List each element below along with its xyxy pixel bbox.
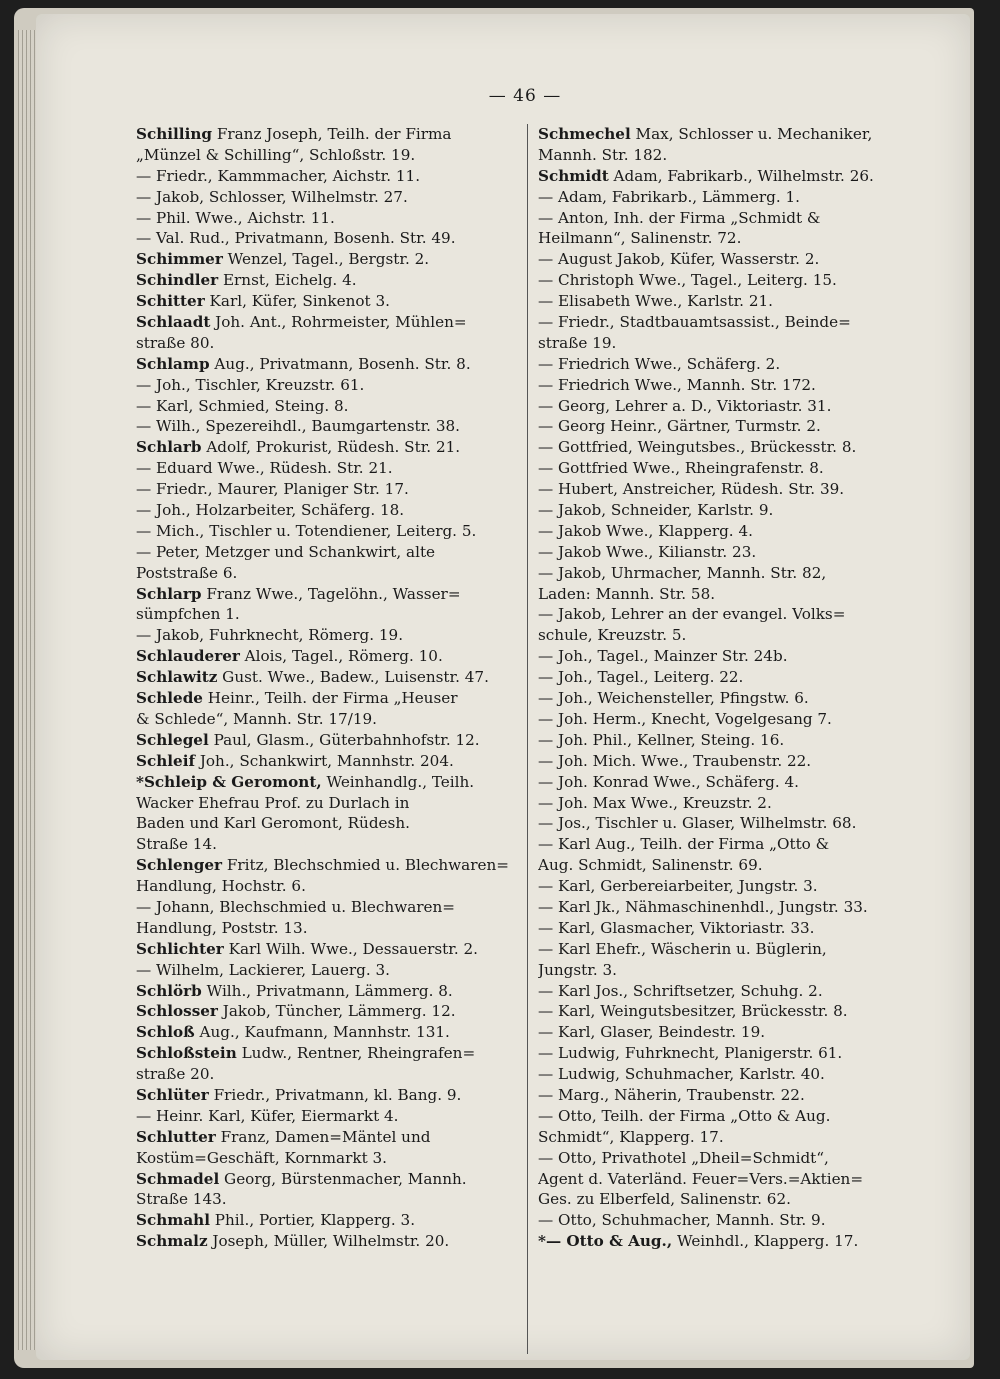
entry-text: Ernst, Eichelg. 4. (218, 271, 357, 290)
entry-text: — Otto, Schuhmacher, Mannh. Str. 9. (538, 1211, 826, 1230)
directory-line (538, 667, 922, 688)
directory-line (136, 312, 520, 333)
entry-text: Weinhdl., Klapperg. 17. (672, 1232, 859, 1251)
directory-line (136, 688, 520, 709)
entry-text: — Joh., Tagel., Leiterg. 22. (538, 668, 744, 687)
entry-text: Phil., Portier, Klapperg. 3. (209, 1211, 416, 1230)
directory-line (136, 939, 520, 960)
entry-text: — Val. Rud., Privatmann, Bosenh. Str. 49. (136, 229, 456, 248)
directory-line (136, 1189, 520, 1210)
directory-line (136, 166, 520, 187)
directory-line (136, 834, 520, 855)
entry-text: Friedr., Privatmann, kl. Bang. 9. (208, 1085, 462, 1104)
entry-text: Heilmann“, Salinenstr. 72. (538, 229, 742, 248)
directory-line (538, 416, 922, 437)
entry-text: — Georg Heinr., Gärtner, Turmstr. 2. (538, 417, 821, 436)
entry-text: Schmidt“, Klapperg. 17. (538, 1127, 724, 1146)
entry-text: schule, Kreuzstr. 5. (538, 626, 687, 645)
entry-text: — Christoph Wwe., Tagel., Leiterg. 15. (538, 271, 837, 290)
directory-line (136, 479, 520, 500)
directory-line (538, 584, 922, 605)
directory-line (538, 228, 922, 249)
directory-line (538, 604, 922, 625)
entry-text: — Jakob, Uhrmacher, Mannh. Str. 82, (538, 563, 827, 582)
directory-line (136, 228, 520, 249)
entry-text: — Karl, Schmied, Steing. 8. (136, 396, 349, 415)
entry-text: — Gottfried Wwe., Rheingrafenstr. 8. (538, 459, 824, 478)
directory-line (538, 897, 922, 918)
column-divider (527, 124, 528, 1354)
surname-heading: Schlarb (136, 438, 202, 457)
surname-heading: Schmahl (136, 1211, 210, 1230)
entry-text: — Wilhelm, Lackierer, Lauerg. 3. (136, 960, 390, 979)
surname-heading: Schimmer (136, 250, 223, 269)
entry-text: — Karl Jk., Nähmaschinenhdl., Jungstr. 33. (538, 897, 868, 916)
directory-line (136, 563, 520, 584)
page-number: — 46 — (488, 86, 562, 106)
entry-text: Adolf, Prokurist, Rüdesh. Str. 21. (201, 438, 461, 457)
entry-text: — Joh. Konrad Wwe., Schäferg. 4. (538, 772, 799, 791)
directory-line (136, 542, 520, 563)
surname-heading: Schlörb (136, 981, 202, 1000)
directory-line (136, 730, 520, 751)
directory-line (538, 1064, 922, 1085)
entry-text: — Friedrich Wwe., Schäferg. 2. (538, 354, 781, 373)
surname-heading: Schmidt (538, 166, 609, 185)
entry-text: — Ludwig, Fuhrknecht, Planigerstr. 61. (538, 1044, 843, 1063)
directory-line (538, 960, 922, 981)
directory-line (136, 897, 520, 918)
directory-line (538, 1022, 922, 1043)
entry-text: Poststraße 6. (136, 563, 238, 582)
surname-heading: Schlenger (136, 856, 223, 875)
directory-line (136, 1001, 520, 1022)
directory-line (136, 604, 520, 625)
entry-text: — Karl, Glaser, Beindestr. 19. (538, 1023, 766, 1042)
surname-heading: Schloßstein (136, 1044, 237, 1063)
directory-line (538, 709, 922, 730)
directory-line (538, 751, 922, 772)
entry-text: — Wilh., Spezereihdl., Baumgartenstr. 38. (136, 417, 460, 436)
entry-text: Baden und Karl Geromont, Rüdesh. (136, 814, 410, 833)
directory-line (538, 145, 922, 166)
directory-line (538, 772, 922, 793)
entry-text: Paul, Glasm., Güterbahnhofstr. 12. (208, 730, 480, 749)
entry-text: — Mich., Tischler u. Totendiener, Leiterg. 5. (136, 521, 477, 540)
surname-heading: Schmalz (136, 1232, 208, 1251)
entry-text: — Johann, Blechschmied u. Blechwaren= (136, 897, 456, 916)
entry-text: — Karl Aug., Teilh. der Firma „Otto & (538, 835, 830, 854)
entry-text: straße 19. (538, 333, 617, 352)
entry-text: Mannh. Str. 182. (538, 145, 668, 164)
directory-line (538, 208, 922, 229)
directory-line (538, 730, 922, 751)
surname-heading: Schitter (136, 292, 205, 311)
entry-text: Adam, Fabrikarb., Wilhelmstr. 26. (608, 166, 874, 185)
directory-line (538, 479, 922, 500)
surname-heading: Schlawitz (136, 668, 218, 687)
entry-text: — Otto, Privathotel „Dheil=Schmidt“, (538, 1148, 829, 1167)
entry-text: Aug., Kaufmann, Mannhstr. 131. (194, 1023, 450, 1042)
surname-heading: Schlutter (136, 1127, 216, 1146)
directory-line (538, 793, 922, 814)
directory-line (538, 333, 922, 354)
directory-line (136, 584, 520, 605)
entry-text: — Jakob, Fuhrknecht, Römerg. 19. (136, 626, 404, 645)
entry-text: — Joh., Holzarbeiter, Schäferg. 18. (136, 501, 405, 520)
entry-text: Handlung, Poststr. 13. (136, 918, 308, 937)
directory-line (538, 124, 922, 145)
entry-text: Wilh., Privatmann, Lämmerg. 8. (201, 981, 453, 1000)
directory-line (538, 981, 922, 1002)
directory-line (538, 375, 922, 396)
entry-text: — Friedr., Kammmacher, Aichstr. 11. (136, 166, 421, 185)
directory-line (136, 667, 520, 688)
entry-text: — Elisabeth Wwe., Karlstr. 21. (538, 292, 773, 311)
directory-line (538, 918, 922, 939)
surname-heading: Schindler (136, 271, 219, 290)
entry-text: Karl Wilh. Wwe., Dessauerstr. 2. (223, 939, 478, 958)
directory-line (136, 291, 520, 312)
directory-line (538, 500, 922, 521)
directory-line (136, 625, 520, 646)
entry-text: Kostüm=Geschäft, Kornmarkt 3. (136, 1148, 387, 1167)
entry-text: straße 80. (136, 333, 215, 352)
entry-text: — Ludwig, Schuhmacher, Karlstr. 40. (538, 1065, 825, 1084)
entry-text: Franz, Damen=Mäntel und (215, 1127, 431, 1146)
entry-text: — Friedr., Maurer, Planiger Str. 17. (136, 480, 409, 499)
entry-text: — Jakob Wwe., Klapperg. 4. (538, 521, 753, 540)
directory-line (136, 1169, 520, 1190)
directory-line (538, 521, 922, 542)
entry-text: Ges. zu Elberfeld, Salinenstr. 62. (538, 1190, 791, 1209)
entry-text: Wacker Ehefrau Prof. zu Durlach in (136, 793, 410, 812)
entry-text: Aug., Privatmann, Bosenh. Str. 8. (209, 354, 471, 373)
directory-line (538, 625, 922, 646)
directory-line (136, 1064, 520, 1085)
entry-text: Laden: Mannh. Str. 58. (538, 584, 716, 603)
directory-line (538, 291, 922, 312)
left-column (136, 124, 520, 1252)
directory-line (538, 1231, 922, 1252)
entry-text: — Hubert, Anstreicher, Rüdesh. Str. 39. (538, 480, 845, 499)
entry-text: — Anton, Inh. der Firma „Schmidt & (538, 208, 821, 227)
entry-text: Jungstr. 3. (538, 960, 618, 979)
directory-line (136, 813, 520, 834)
directory-line (538, 249, 922, 270)
directory-line (538, 563, 922, 584)
entry-text: — Friedrich Wwe., Mannh. Str. 172. (538, 375, 816, 394)
entry-text: — Joh., Weichensteller, Pfingstw. 6. (538, 689, 809, 708)
entry-text: — Marg., Näherin, Traubenstr. 22. (538, 1085, 805, 1104)
directory-line (538, 1127, 922, 1148)
directory-line (538, 834, 922, 855)
entry-text: — Adam, Fabrikarb., Lämmerg. 1. (538, 187, 800, 206)
entry-text: — Jakob, Schneider, Karlstr. 9. (538, 501, 774, 520)
entry-text: — Joh., Tagel., Mainzer Str. 24b. (538, 647, 788, 666)
directory-line (136, 208, 520, 229)
entry-text: Fritz, Blechschmied u. Blechwaren= (222, 856, 509, 875)
entry-text: — Phil. Wwe., Aichstr. 11. (136, 208, 335, 227)
entry-text: — Jos., Tischler u. Glaser, Wilhelmstr. 68. (538, 814, 857, 833)
entry-text: — Karl, Glasmacher, Viktoriastr. 33. (538, 918, 815, 937)
entry-text: — Peter, Metzger und Schankwirt, alte (136, 542, 436, 561)
entry-text: — Gottfried, Weingutsbes., Brückesstr. 8. (538, 438, 857, 457)
entry-text: & Schlede“, Mannh. Str. 17/19. (136, 709, 377, 728)
directory-line (136, 1210, 520, 1231)
surname-heading: Schilling (136, 125, 212, 143)
directory-line (136, 1085, 520, 1106)
entry-text: Ludw., Rentner, Rheingrafen= (236, 1044, 476, 1063)
entry-text: Georg, Bürstenmacher, Mannh. (219, 1169, 467, 1188)
directory-line (538, 542, 922, 563)
directory-line (136, 375, 520, 396)
directory-line (136, 876, 520, 897)
directory-line (538, 1001, 922, 1022)
entry-text: Straße 143. (136, 1190, 227, 1209)
entry-text: Handlung, Hochstr. 6. (136, 877, 306, 896)
entry-text: Aug. Schmidt, Salinenstr. 69. (538, 856, 763, 875)
directory-line (136, 500, 520, 521)
entry-text: — Karl, Gerbereiarbeiter, Jungstr. 3. (538, 877, 818, 896)
entry-text: Wenzel, Tagel., Bergstr. 2. (222, 250, 430, 269)
directory-line (136, 333, 520, 354)
directory-line (136, 709, 520, 730)
entry-text: Joh. Ant., Rohrmeister, Mühlen= (210, 313, 467, 332)
surname-heading: Schlüter (136, 1085, 209, 1104)
entry-text: Weinhandlg., Teilh. (321, 772, 475, 791)
directory-line (538, 1169, 922, 1190)
surname-heading: Schmadel (136, 1169, 220, 1188)
directory-line (538, 855, 922, 876)
directory-line (136, 1106, 520, 1127)
directory-line (538, 1085, 922, 1106)
directory-line (136, 1148, 520, 1169)
surname-heading: Schlamp (136, 354, 210, 373)
directory-line (538, 876, 922, 897)
directory-line (136, 1043, 520, 1064)
directory-line (136, 772, 520, 793)
directory-line (136, 793, 520, 814)
entry-text: — Joh., Tischler, Kreuzstr. 61. (136, 375, 365, 394)
entry-text: — Jakob, Lehrer an der evangel. Volks= (538, 605, 846, 624)
directory-line (538, 646, 922, 667)
directory-line (538, 1043, 922, 1064)
surname-heading: Schlegel (136, 730, 209, 749)
entry-text: Gust. Wwe., Badew., Luisenstr. 47. (217, 668, 489, 687)
directory-line (136, 646, 520, 667)
entry-text: Heinr., Teilh. der Firma „Heuser (202, 689, 458, 708)
surname-heading: Schlichter (136, 939, 224, 958)
surname-heading: Schlauderer (136, 647, 240, 666)
directory-line (136, 1127, 520, 1148)
entry-text: Straße 14. (136, 835, 217, 854)
directory-line (538, 166, 922, 187)
surname-heading: Schlaadt (136, 313, 211, 332)
surname-heading: *Schleip & Geromont, (136, 772, 322, 791)
surname-heading: Schlarp (136, 584, 202, 603)
entry-text: — Joh. Mich. Wwe., Traubenstr. 22. (538, 751, 812, 770)
directory-line (136, 354, 520, 375)
directory-line (136, 187, 520, 208)
directory-line (136, 960, 520, 981)
directory-line (538, 1148, 922, 1169)
directory-line (136, 751, 520, 772)
entry-text: Max, Schlosser u. Mechaniker, (630, 125, 873, 143)
entry-text: — Heinr. Karl, Küfer, Eiermarkt 4. (136, 1106, 399, 1125)
directory-line (136, 145, 520, 166)
entry-text: — Joh. Phil., Kellner, Steing. 16. (538, 730, 785, 749)
directory-line (538, 187, 922, 208)
directory-line (136, 1231, 520, 1252)
directory-line (136, 1022, 520, 1043)
entry-text: Alois, Tagel., Römerg. 10. (239, 647, 443, 666)
directory-line (538, 270, 922, 291)
surname-heading: Schmechel (538, 125, 631, 143)
entry-text: — Joh. Herm., Knecht, Vogelgesang 7. (538, 709, 832, 728)
entry-text: „Münzel & Schilling“, Schloßstr. 19. (136, 145, 416, 164)
directory-line (136, 396, 520, 417)
entry-text: — Otto, Teilh. der Firma „Otto & Aug. (538, 1106, 831, 1125)
surname-heading: Schlosser (136, 1002, 218, 1021)
entry-text: — Karl Jos., Schriftsetzer, Schuhg. 2. (538, 981, 823, 1000)
entry-text: — Georg, Lehrer a. D., Viktoriastr. 31. (538, 396, 832, 415)
directory-line (538, 939, 922, 960)
entry-text: Agent d. Vaterländ. Feuer=Vers.=Aktien= (538, 1169, 864, 1188)
directory-line (136, 437, 520, 458)
entry-text: Joseph, Müller, Wilhelmstr. 20. (207, 1232, 450, 1251)
surname-heading: *— Otto & Aug., (538, 1232, 673, 1251)
directory-line (538, 1106, 922, 1127)
entry-text: Karl, Küfer, Sinkenot 3. (204, 292, 390, 311)
directory-line (538, 458, 922, 479)
directory-line (538, 1189, 922, 1210)
directory-line (136, 458, 520, 479)
directory-line (136, 918, 520, 939)
directory-line (136, 521, 520, 542)
directory-line (538, 813, 922, 834)
directory-line (136, 249, 520, 270)
entry-text: sümpfchen 1. (136, 605, 240, 624)
right-column (538, 124, 922, 1252)
entry-text: Franz Joseph, Teilh. der Firma (212, 125, 452, 143)
entry-text: — Jakob Wwe., Kilianstr. 23. (538, 542, 757, 561)
entry-text: — Eduard Wwe., Rüdesh. Str. 21. (136, 459, 393, 478)
directory-line (136, 416, 520, 437)
surname-heading: Schloß (136, 1023, 195, 1042)
directory-line (538, 312, 922, 333)
entry-text: straße 20. (136, 1065, 215, 1084)
directory-line (538, 396, 922, 417)
directory-line (538, 354, 922, 375)
directory-line (538, 688, 922, 709)
entry-text: — Friedr., Stadtbauamtsassist., Beinde= (538, 313, 851, 332)
entry-text: — Karl Ehefr., Wäscherin u. Büglerin, (538, 939, 827, 958)
directory-line (136, 855, 520, 876)
directory-line (136, 124, 520, 145)
directory-line (538, 437, 922, 458)
surname-heading: Schlede (136, 689, 203, 708)
directory-line (538, 1210, 922, 1231)
entry-text: Jakob, Tüncher, Lämmerg. 12. (217, 1002, 456, 1021)
surname-heading: Schleif (136, 751, 195, 770)
entry-text: — Joh. Max Wwe., Kreuzstr. 2. (538, 793, 772, 812)
directory-line (136, 270, 520, 291)
entry-text: — Jakob, Schlosser, Wilhelmstr. 27. (136, 187, 408, 206)
entry-text: Franz Wwe., Tagelöhn., Wasser= (201, 584, 461, 603)
entry-text: — Karl, Weingutsbesitzer, Brückesstr. 8. (538, 1002, 848, 1021)
entry-text: — August Jakob, Küfer, Wasserstr. 2. (538, 250, 820, 269)
directory-line (136, 981, 520, 1002)
entry-text: Joh., Schankwirt, Mannhstr. 204. (195, 751, 454, 770)
